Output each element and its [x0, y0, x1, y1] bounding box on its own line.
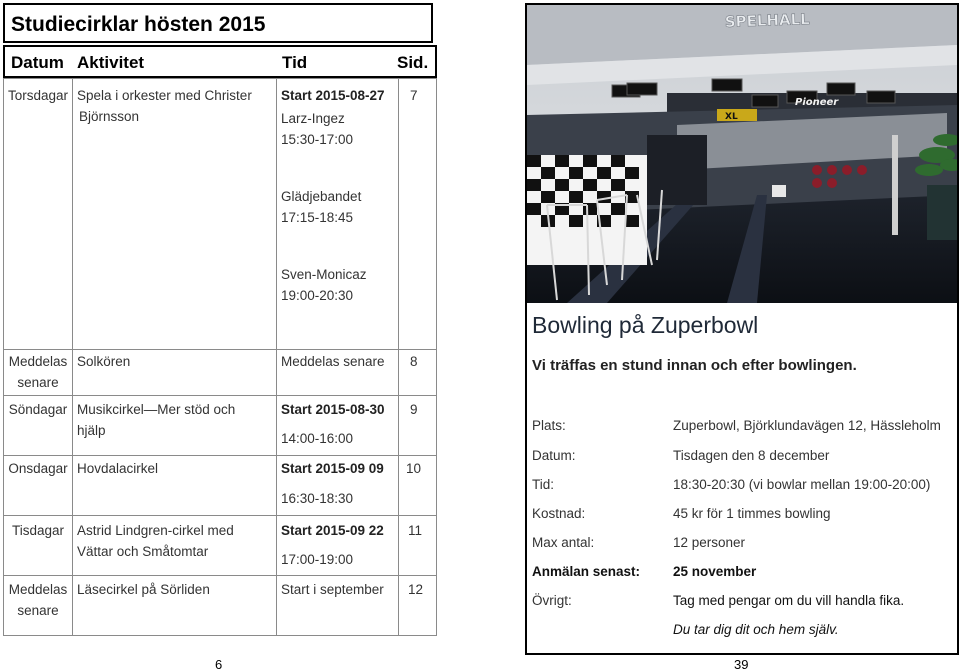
- detail-value-anmalan: 25 november: [673, 564, 757, 579]
- detail-value-ovrigt: Tag med pengar om du vill handla fika.: [673, 593, 905, 608]
- table-row-4-sid: 10: [406, 461, 422, 476]
- table-row-1-sid: 7: [410, 88, 418, 103]
- table-row-3-aktivitet: Musikcirkel—Mer stöd och hjälp: [77, 402, 236, 438]
- table-row-6-aktivitet: Läsecirkel på Sörliden: [77, 582, 210, 597]
- detail-label-datum: Datum:: [532, 448, 576, 463]
- detail-label-tid: Tid:: [532, 477, 555, 492]
- right-page-number: 39: [734, 657, 749, 672]
- schedule-table: [3, 78, 437, 636]
- pioneer-logo-text: Pioneer: [795, 97, 839, 108]
- detail-value-datum: Tisdagen den 8 december: [673, 448, 830, 463]
- table-row-3-datum: Söndagar: [8, 402, 68, 417]
- lane-sign-text: XL: [725, 112, 738, 122]
- table-row-1-datum: Torsdagar: [7, 88, 69, 103]
- table-row-2-datum: Meddelas senare: [8, 354, 68, 390]
- detail-label-ovrigt: Övrigt:: [532, 593, 572, 608]
- table-row-4-datum: Onsdagar: [8, 461, 68, 476]
- table-row-6-sid: 12: [408, 582, 424, 597]
- table-row-2-sid: 8: [410, 354, 418, 369]
- detail-label-plats: Plats:: [532, 418, 566, 433]
- header-datum: Datum: [11, 53, 64, 72]
- table-row-5-aktivitet: Astrid Lindgren-cirkel med Vättar och Småtomtar: [77, 523, 234, 559]
- table-row-1-tid: Start 2015-08-27 Larz-Ingez 15:30-17:00 Glädjebandet 17:15-18:45 Sven-Monicaz 19:00-20:30: [281, 88, 385, 303]
- table-row-5-datum: Tisdagar: [11, 523, 65, 538]
- table-row-4-tid: Start 2015-09 09 16:30-18:30: [281, 461, 384, 506]
- detail-label-anmalan: Anmälan senast:: [532, 564, 641, 579]
- left-page-number: 6: [215, 657, 223, 672]
- table-row-2-aktivitet: Solkören: [77, 354, 131, 369]
- table-row-3-sid: 9: [410, 402, 418, 417]
- table-row-3-tid: Start 2015-08-30 14:00-16:00: [281, 402, 385, 446]
- detail-value-kostnad: 45 kr för 1 timmes bowling: [673, 506, 831, 521]
- event-title: Bowling på Zuperbowl: [532, 312, 759, 338]
- detail-value-tid: 18:30-20:30 (vi bowlar mellan 19:00-20:00): [673, 477, 931, 492]
- detail-label-kostnad: Kostnad:: [532, 506, 586, 521]
- detail-value-max-antal: 12 personer: [673, 535, 746, 550]
- header-sid: Sid.: [397, 53, 429, 72]
- table-row-6-tid: Start i september: [281, 582, 384, 597]
- bowling-hall-photo: [527, 5, 957, 303]
- header-tid: Tid: [282, 53, 308, 72]
- table-row-1-aktivitet: Spela i orkester med Christer Björnsson: [77, 88, 252, 124]
- table-row-5-tid: Start 2015-09 22 17:00-19:00: [281, 523, 384, 567]
- detail-value-plats: Zuperbowl, Björklundavägen 12, Hässleholm: [673, 418, 941, 433]
- table-row-6-datum: Meddelas senare: [8, 582, 68, 618]
- detail-label-max-antal: Max antal:: [532, 535, 595, 550]
- event-subtitle: Vi träffas en stund innan och efter bowlingen.: [532, 357, 857, 374]
- table-row-5-sid: 11: [408, 523, 423, 538]
- table-row-4-aktivitet: Hovdalacirkel: [77, 461, 159, 476]
- table-header: [3, 45, 437, 78]
- header-aktivitet: Aktivitet: [77, 53, 145, 72]
- table-row-2-tid: Meddelas senare: [281, 354, 385, 369]
- spelhall-sign-text: SPELHALL: [724, 10, 810, 31]
- event-footnote: Du tar dig dit och hem själv.: [673, 622, 839, 637]
- page-title: Studiecirklar hösten 2015: [11, 13, 266, 36]
- page-title-box: [3, 3, 433, 43]
